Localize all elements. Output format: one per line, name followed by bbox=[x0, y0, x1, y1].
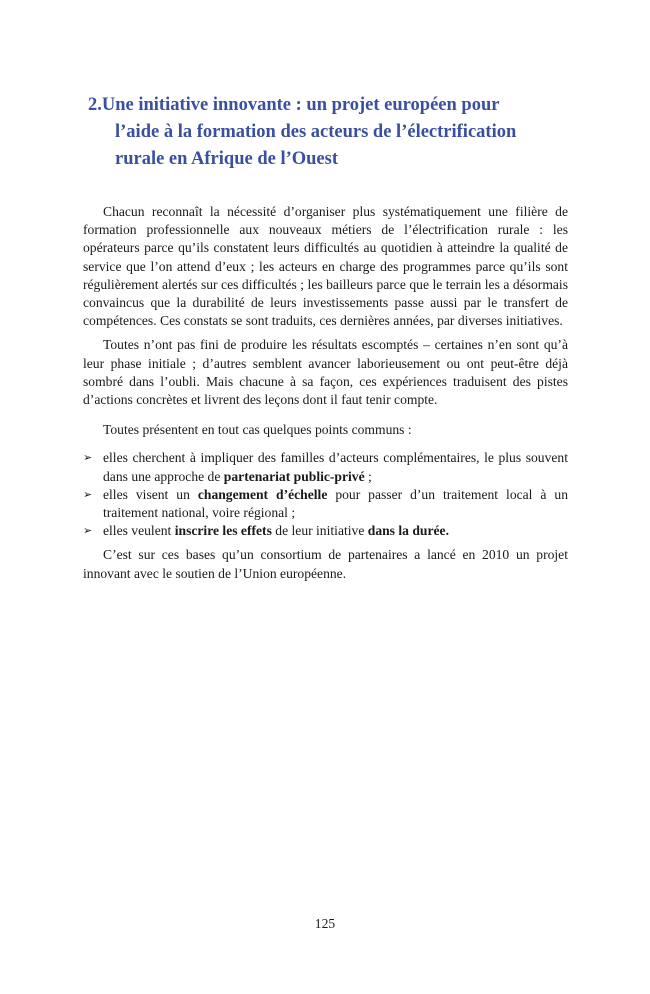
heading-line-1: 2.Une initiative innovante : un projet européen pour bbox=[88, 95, 500, 115]
section-heading bbox=[88, 92, 558, 173]
arrow-bullet-icon: ➢ bbox=[83, 524, 93, 538]
arrow-bullet-icon: ➢ bbox=[83, 451, 93, 465]
bullet-item-3: ➢ elles veulent inscrire les effets de leur initiative dans la durée. bbox=[83, 522, 568, 540]
heading-line-2: l’aide à la formation des acteurs de l’électrification bbox=[115, 122, 517, 142]
heading-line-3: rurale en Afrique de l’Ouest bbox=[115, 149, 339, 169]
page-number: 125 bbox=[314, 916, 336, 931]
paragraph-2: Toutes n’ont pas fini de produire les résultats escomptés – certaines n’en sont qu’à leur phase initiale ; d’autres semblent avancer laborieusement ou ont peut-être déjà sombré dans l’oubli. Mais chacune à sa façon, ces expériences traduisent des pistes d’actions concrètes et livrent des leçons dont il faut tenir compte. bbox=[83, 337, 568, 408]
body-text bbox=[83, 203, 568, 589]
bullet-list bbox=[83, 449, 568, 540]
paragraph-1: Chacun reconnaît la nécessité d’organiser plus systématiquement une filière de formation professionnelle aux nouveaux métiers de l’électrification rurale : les opérateurs parce qu’ils constatent leurs difficultés au quotidien à atteindre la qualité de service que l’on attend d’eux ; les acteurs en charge des programmes parce qu’ils sont régulièrement alertés sur ces difficultés ; les bailleurs parce que le terrain les a désormais convaincus que la durabilité de leurs investissements passe aussi par le transfert de compétences. Ces constats se sont traduits, ces dernières années, par diverses initiatives. bbox=[83, 204, 568, 329]
heading-number: 2. bbox=[88, 95, 102, 115]
bullet-item-2: ➢ elles visent un changement d’échelle pour passer d’un traitement local à un traitement national, voire régional ; bbox=[83, 486, 568, 521]
arrow-bullet-icon: ➢ bbox=[83, 487, 93, 501]
paragraph-3: Toutes présentent en tout cas quelques points communs : bbox=[103, 422, 412, 438]
bullet-item-1: ➢ elles cherchent à impliquer des familles d’acteurs complémentaires, le plus souvent dans une approche de partenariat public-privé ; bbox=[83, 450, 568, 484]
paragraph-4: C’est sur ces bases qu’un consortium de partenaires a lancé en 2010 un projet innovant avec le soutien de l’Union européenne. bbox=[83, 547, 568, 581]
